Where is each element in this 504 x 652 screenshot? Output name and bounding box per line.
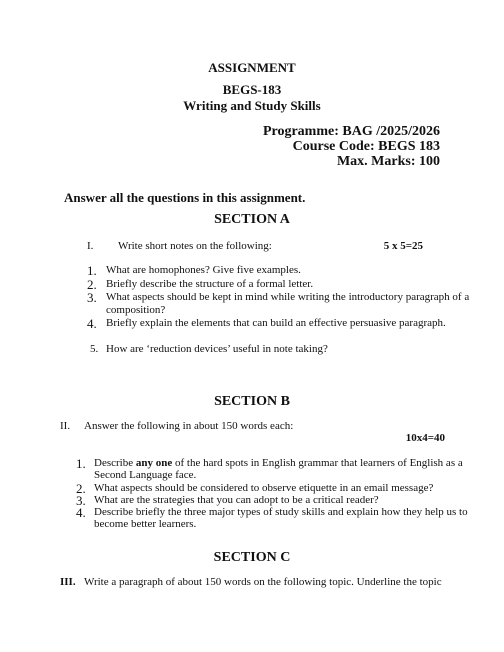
list-item-number: 1.: [87, 263, 97, 278]
list-item-number: 3.: [76, 493, 86, 508]
course-code-heading: BEGS-183: [222, 82, 282, 97]
section-c-roman: III.: [60, 576, 76, 588]
programme-line: Programme: BAG /2025/2026: [262, 124, 440, 139]
section-a-marks: 5 x 5=25: [383, 240, 423, 252]
course-name-heading: Writing and Study Skills: [183, 98, 321, 113]
list-item-number: 2.: [76, 481, 86, 496]
list-item-number: 4.: [76, 505, 86, 520]
list-item-number: 2.: [87, 277, 97, 292]
instruction-text: Answer all the questions in this assignment.: [64, 190, 306, 205]
section-c-prompt: Write a paragraph of about 150 words on the following topic. Underline the topic: [84, 576, 442, 588]
list-item-text-continued: composition?: [106, 304, 166, 316]
section-b-heading: SECTION B: [214, 394, 290, 409]
list-item-text: What aspects should be considered to observe etiquette in an email message?: [94, 482, 434, 494]
list-item-number: 5.: [90, 343, 99, 355]
course-code-line: Course Code: BEGS 183: [292, 139, 440, 154]
section-a-heading: SECTION A: [214, 212, 290, 227]
list-item-text: Describe any one of the hard spots in English grammar that learners of English as a: [94, 457, 463, 469]
section-b-prompt: Answer the following in about 150 words each:: [84, 420, 294, 432]
section-a-prompt: Write short notes on the following:: [118, 240, 272, 252]
list-item-number: 3.: [87, 290, 97, 305]
list-item-text-continued: become better learners.: [94, 518, 197, 530]
list-item-text: Describe briefly the three major types of study skills and explain how they help us to: [94, 506, 468, 518]
list-item-text: What aspects should be kept in mind while writing the introductory paragraph of a: [106, 291, 470, 303]
section-b-marks: 10x4=40: [405, 432, 445, 444]
max-marks-line: Max. Marks: 100: [336, 154, 440, 169]
list-item-text: How are ‘reduction devices’ useful in note taking?: [106, 343, 328, 355]
list-item-text: What are the strategies that you can adopt to be a critical reader?: [94, 494, 379, 506]
list-item-number: 1.: [76, 456, 86, 471]
section-c-heading: SECTION C: [213, 550, 291, 565]
emphasis-text: any one: [135, 457, 173, 469]
list-item-text: What are homophones? Give five examples.: [106, 264, 301, 276]
section-b-roman: II.: [60, 420, 71, 432]
list-item-number: 4.: [87, 316, 97, 331]
list-item-text: Briefly explain the elements that can build an effective persuasive paragraph.: [106, 317, 446, 329]
assignment-title: ASSIGNMENT: [208, 60, 296, 75]
list-item-text-continued: Second Language face.: [94, 469, 197, 481]
section-a-roman: I.: [87, 240, 94, 252]
list-item-text: Briefly describe the structure of a formal letter.: [106, 278, 314, 290]
